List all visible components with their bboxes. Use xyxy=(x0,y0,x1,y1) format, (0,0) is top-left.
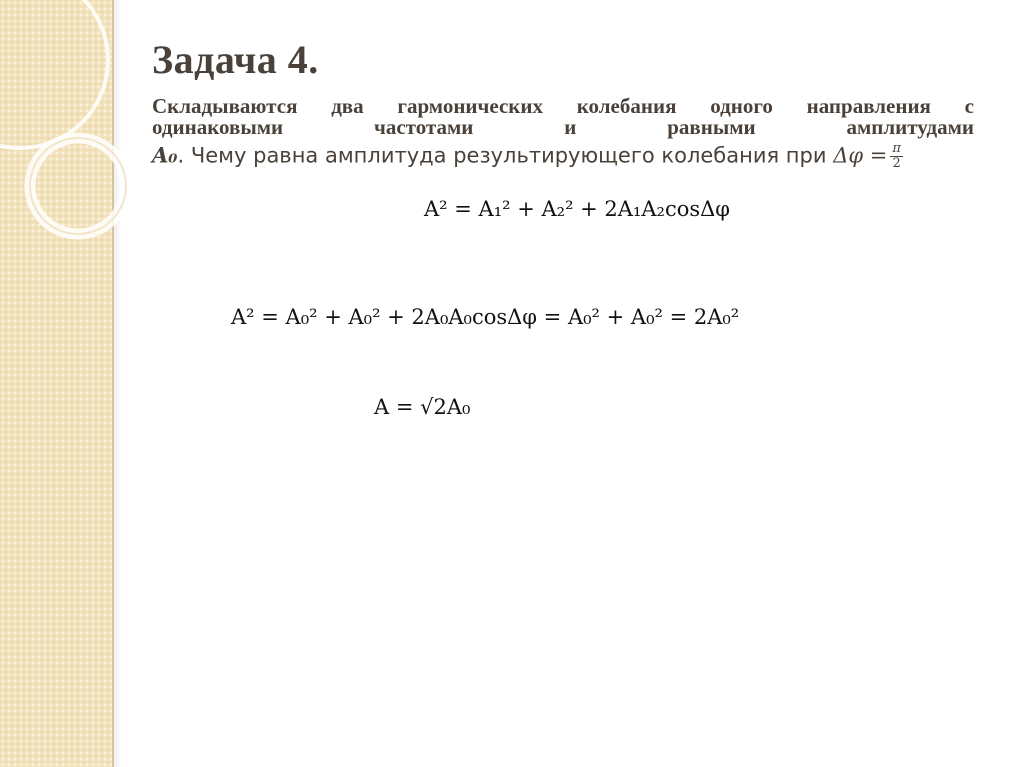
amplitude-symbol: A₀ xyxy=(152,142,178,168)
formula-substituted: A² = A₀² + A₀² + 2A₀A₀cosΔφ = A₀² + A₀² = 2A₀² xyxy=(231,305,740,329)
problem-statement xyxy=(152,96,974,171)
formula-general: A² = A₁² + A₂² + 2A₁A₂cosΔφ xyxy=(424,197,731,221)
problem-line-3 xyxy=(152,142,974,171)
fraction-numerator: π xyxy=(892,141,901,156)
formula-result: A = √2A₀ xyxy=(374,395,471,419)
pi-over-two-fraction xyxy=(890,142,903,171)
decorative-rings-icon xyxy=(0,0,140,300)
slide-title: Задача 4. xyxy=(152,37,319,82)
problem-question-text: . Чему равна амплитуда результирующего колебания при xyxy=(177,143,834,168)
phase-difference: Δφ = xyxy=(833,143,888,168)
problem-line-2: одинаковыми частотами и равными амплитудами xyxy=(152,115,974,139)
problem-line-1: Складываются два гармонических колебания одного направления с xyxy=(152,94,974,118)
fraction-denominator: 2 xyxy=(892,156,901,171)
